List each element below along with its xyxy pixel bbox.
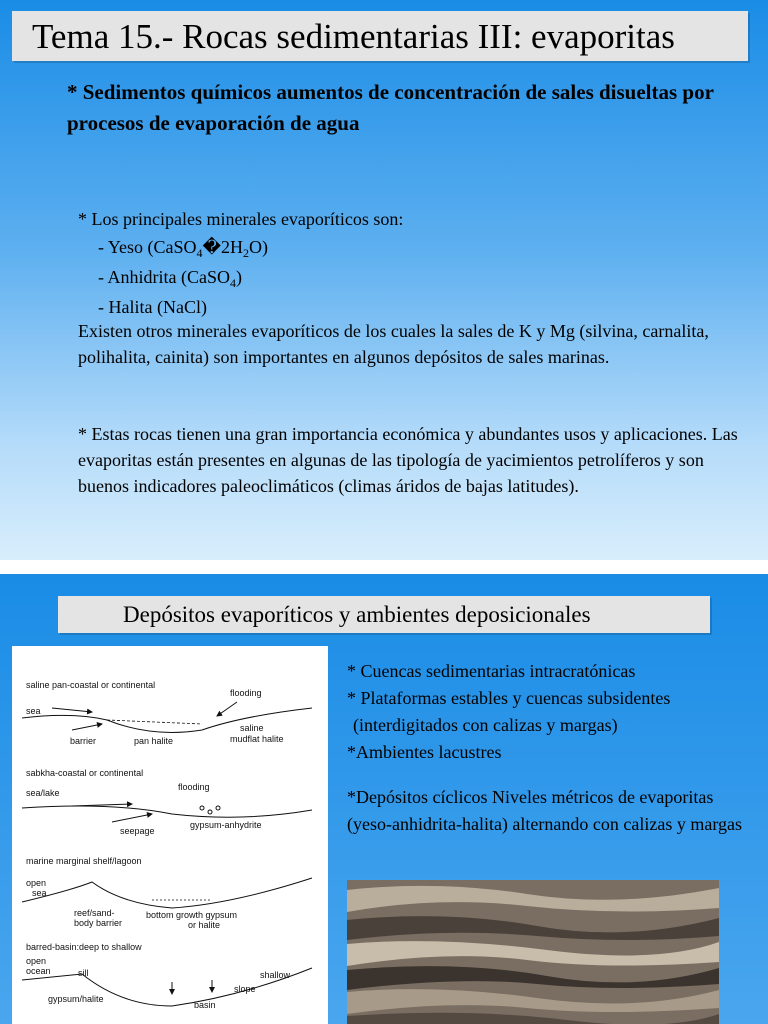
depositional-environments-diagram (12, 646, 328, 1024)
mineral-anhidrita: - Anhidrita (CaSO$_4$) (98, 267, 242, 290)
svg-text:basin: basin (194, 1000, 216, 1010)
panel-sabkha (22, 768, 312, 836)
svg-text:open: open (26, 956, 47, 966)
minerals-lead: * Los principales minerales evaporíticos son: (78, 209, 404, 229)
mineral-yeso: - Yeso $(CaSO_4�2H_2O)$ (98, 237, 268, 260)
svg-text:barrier: barrier (70, 736, 97, 746)
svg-text:reef/sand-: reef/sand- (74, 908, 115, 918)
svg-text:sill: sill (78, 968, 89, 978)
svg-text:gypsum/halite: gypsum/halite (48, 994, 104, 1004)
svg-text:sea: sea (26, 706, 41, 716)
svg-text:open: open (26, 878, 47, 888)
svg-text:marine marginal shelf/lagoon: marine marginal shelf/lagoon (26, 856, 142, 866)
list-item: * Cuencas sedimentarias intracratónicas (347, 661, 636, 681)
panel-marginal-shelf (22, 856, 312, 930)
svg-text:seepage: seepage (120, 826, 155, 836)
svg-text:sabkha-coastal or continental: sabkha-coastal or continental (26, 768, 144, 778)
svg-text:mudflat halite: mudflat halite (230, 734, 284, 744)
slide-title: Depósitos evaporíticos y ambientes deposicionales (123, 602, 591, 627)
svg-text:saline pan-coastal or continen: saline pan-coastal or continental (26, 680, 156, 690)
svg-text:bottom growth gypsum: bottom growth gypsum (146, 910, 238, 920)
svg-text:flooding: flooding (230, 688, 262, 698)
svg-text:body barrier: body barrier (74, 918, 123, 928)
mineral-halita: - Halita (NaCl) (98, 297, 207, 317)
slide-depositos (0, 574, 768, 1024)
minerals-list (78, 206, 403, 322)
panel-saline-pan (22, 680, 312, 746)
intro-text: * Sedimentos químicos aumentos de concentración de sales disueltas por procesos de evaporación de agua (67, 80, 714, 135)
svg-text:gypsum-anhydrite: gypsum-anhydrite (190, 820, 262, 830)
svg-text:shallow: shallow (260, 970, 291, 980)
svg-text:slope: slope (234, 984, 256, 994)
svg-text:barred-basin:deep to shallow: barred-basin:deep to shallow (26, 942, 142, 952)
svg-text:saline: saline (240, 723, 264, 733)
slide-title-bar (58, 596, 710, 633)
svg-text:ocean: ocean (26, 966, 51, 976)
evaporite-outcrop-photo (347, 880, 719, 1024)
importance-text: * Estas rocas tienen una gran importancia económica y abundantes usos y aplicaciones. Las evaporitas están presentes en algunas de las tipología de yacimientos petrolíferos y son buenos indicadores paleoclimáticos (climas áridos de bajas latitudes). (78, 424, 738, 496)
svg-text:pan halite: pan halite (134, 736, 174, 746)
svg-text:sea: sea (32, 888, 47, 898)
panel-barred-basin (22, 942, 312, 1010)
svg-text:sea/lake: sea/lake (26, 788, 60, 798)
list-item: * Plataformas estables y cuencas subsidentes (347, 688, 671, 708)
depositional-list (347, 658, 757, 838)
slide-title: Tema 15.- Rocas sedimentarias III: evaporitas (32, 17, 675, 56)
list-item: (interdigitados con calizas y margas) (353, 715, 618, 735)
svg-text:flooding: flooding (178, 782, 210, 792)
slide-title-bar (12, 11, 748, 61)
other-minerals-text: Existen otros minerales evaporíticos de los cuales la sales de K y Mg (silvina, carnalita, polihalita, cainita) son importantes en algunos depósitos de sales marinas. (78, 321, 709, 367)
cyclic-deposits-text: *Depósitos cíclicos Niveles métricos de evaporitas (yeso-anhidrita-halita) alternando con calizas y margas (347, 787, 742, 834)
list-item: *Ambientes lacustres (347, 742, 502, 762)
svg-text:or halite: or halite (188, 920, 221, 930)
